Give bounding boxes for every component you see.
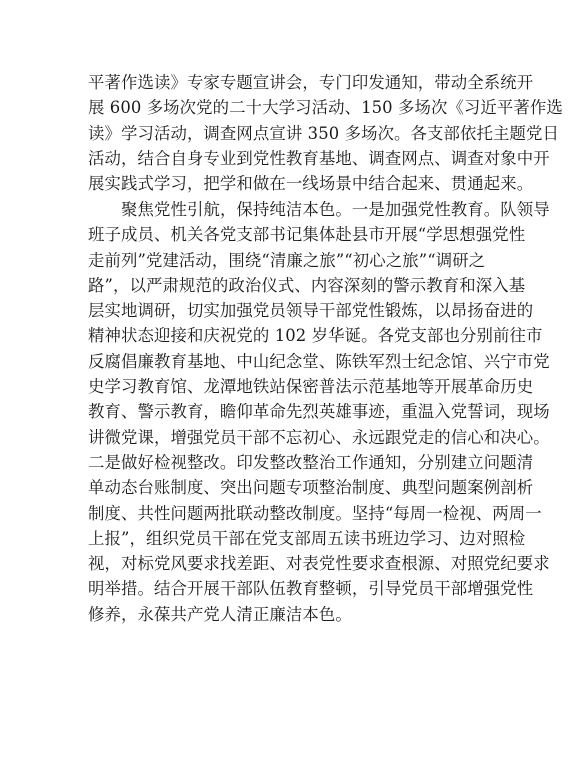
- text-line: 层实地调研，切实加强党员领导干部党性锻炼，以昂扬奋进的: [88, 301, 534, 321]
- text-line: 制度、共性问题两批联动整改制度。坚持“每周一检视、两周一: [88, 503, 542, 523]
- text-line: 视，对标党风要求找差距、对表党性要求查根源、对照党纪要求: [88, 554, 550, 574]
- text-line: 教育、警示教育，瞻仰革命先烈英雄事迹，重温入党誓词，现场: [88, 402, 550, 422]
- text-line: 明举措。结合开展干部队伍教育整顿，引导党员干部增强党性: [88, 579, 534, 599]
- text-line: 活动，结合自身专业到党性教育基地、调查网点、调查对象中开: [88, 148, 550, 168]
- text-line: 单动态台账制度、突出问题专项整治制度、典型问题案例剖析: [88, 478, 534, 498]
- text-line: 反腐倡廉教育基地、中山纪念堂、陈铁军烈士纪念馆、兴宁市党: [88, 351, 550, 371]
- text-line: 精神状态迎接和庆祝党的 102 岁华诞。各党支部也分别前往市: [88, 326, 543, 346]
- text-line: 走前列”党建活动，围绕“清廉之旅”“初心之旅”“调研之: [88, 250, 486, 270]
- text-line: 读》学习活动，调查网点宣讲 350 多场次。各支部依托主题党日: [88, 123, 559, 143]
- text-line: 二是做好检视整改。印发整改整治工作通知，分别建立问题清: [88, 452, 534, 472]
- text-line: 平著作选读》专家专题宣讲会，专门印发通知，带动全系统开: [88, 73, 534, 92]
- text-line: 聚焦党性引航，保持纯洁本色。一是加强党性教育。队领导: [121, 200, 550, 219]
- text-line: 讲微党课，增强党员干部不忘初心、永远跟党走的信心和决心。: [88, 427, 550, 447]
- text-line: 上报”，组织党员干部在党支部周五读书班边学习、边对照检: [88, 528, 526, 548]
- paragraph-party-spirit: [88, 197, 550, 627]
- text-line: 班子成员、机关各党支部书记集体赴县市开展“学思想强党性: [88, 225, 526, 245]
- text-line: 史学习教育馆、龙潭地铁站保密普法示范基地等开展革命历史: [88, 377, 534, 397]
- text-line: 路”，以严肃规范的政治仪式、内容深刻的警示教育和深入基: [88, 275, 526, 295]
- text-line: 展 600 多场次党的二十大学习活动、150 多场次《习近平著作选: [88, 98, 563, 118]
- paragraph-study-activities: [88, 70, 563, 196]
- text-line: 展实践式学习，把学和做在一线场景中结合起来、贯通起来。: [88, 174, 534, 194]
- text-line: 修养，永葆共产党人清正廉洁本色。: [88, 604, 352, 624]
